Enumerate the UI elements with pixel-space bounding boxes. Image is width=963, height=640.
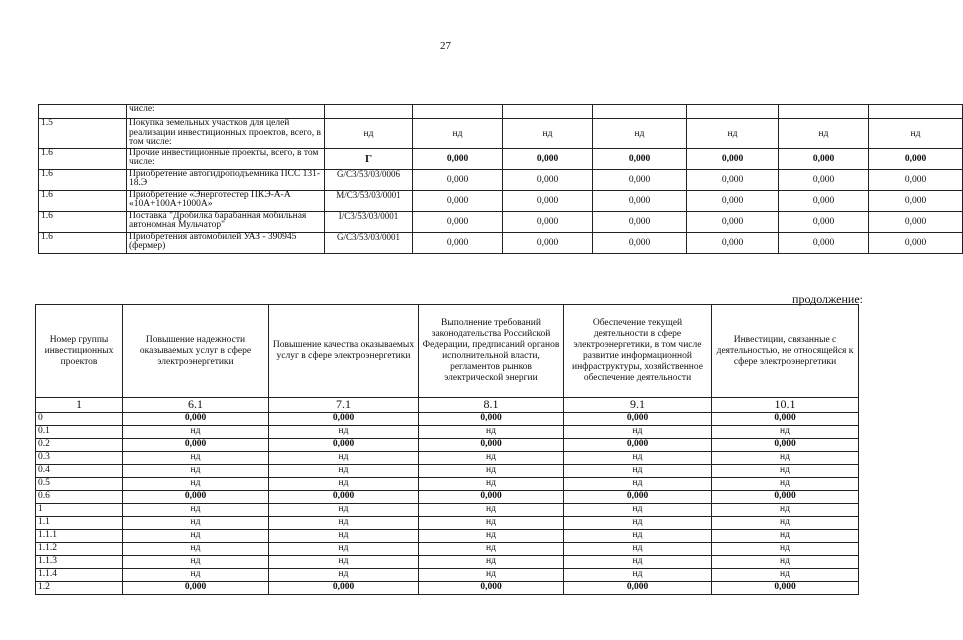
group-number: 1.1: [36, 517, 123, 530]
value-cell: 0,000: [269, 439, 419, 452]
value-cell: 0,000: [419, 413, 564, 426]
bottom-table-row: [36, 530, 859, 543]
group-number: 0: [36, 413, 123, 426]
bottom-table-row: [36, 569, 859, 582]
column-number: 10.1: [712, 398, 859, 413]
value-cell: 0,000: [687, 148, 779, 169]
value-cell: 0,000: [564, 413, 712, 426]
group-number: 0.4: [36, 465, 123, 478]
group-number: 1.1.3: [36, 556, 123, 569]
group-number: 0.3: [36, 452, 123, 465]
value-cell: 0,000: [564, 582, 712, 595]
value-cell: 0,000: [503, 211, 593, 232]
value-cell: 0,000: [593, 169, 687, 190]
value-cell: нд: [123, 426, 269, 439]
value-cell: 0,000: [712, 439, 859, 452]
value-cell: нд: [269, 452, 419, 465]
row-number: [39, 105, 127, 119]
top-table-row: [39, 232, 963, 253]
value-cell: нд: [419, 517, 564, 530]
value-cell: [413, 105, 503, 119]
value-cell: нд: [269, 530, 419, 543]
row-number: 1.5: [39, 119, 127, 149]
value-cell: нд: [564, 426, 712, 439]
header-row: [36, 305, 859, 398]
value-cell: 0,000: [269, 491, 419, 504]
header-cell-legislation: Выполнение требований законодательства Российской Федерации, предписаний органов исполнительной власти, регламентов рынков электрической энергии: [419, 305, 564, 398]
value-cell: нд: [419, 452, 564, 465]
value-cell: нд: [123, 556, 269, 569]
value-cell: 0,000: [593, 148, 687, 169]
value-cell: 0,000: [687, 232, 779, 253]
value-cell: нд: [712, 426, 859, 439]
value-cell: нд: [503, 119, 593, 149]
value-cell: 0,000: [413, 148, 503, 169]
value-cell: 0,000: [869, 169, 963, 190]
value-cell: нд: [564, 452, 712, 465]
value-cell: нд: [564, 465, 712, 478]
value-cell: нд: [564, 504, 712, 517]
value-cell: нд: [269, 556, 419, 569]
group-number: 0.1: [36, 426, 123, 439]
header-cell-quality: Повышение качества оказываемых услуг в сфере электроэнергетики: [269, 305, 419, 398]
bottom-table-row: [36, 413, 859, 426]
value-cell: [687, 105, 779, 119]
project-code: I/C3/53/03/0001: [325, 211, 413, 232]
value-cell: нд: [123, 530, 269, 543]
bottom-table-row: [36, 556, 859, 569]
value-cell: 0,000: [413, 232, 503, 253]
column-number-row: [36, 398, 859, 413]
group-number: 0.5: [36, 478, 123, 491]
project-name: Прочие инвестиционные проекты, всего, в том числе:: [127, 148, 325, 169]
value-cell: нд: [712, 569, 859, 582]
bottom-table-row: [36, 452, 859, 465]
project-code: G/C3/53/03/0006: [325, 169, 413, 190]
group-number: 0.6: [36, 491, 123, 504]
project-code: нд: [325, 119, 413, 149]
top-table-row: [39, 105, 963, 119]
bottom-table-row: [36, 465, 859, 478]
value-cell: нд: [712, 478, 859, 491]
value-cell: нд: [123, 478, 269, 491]
value-cell: 0,000: [869, 232, 963, 253]
value-cell: нд: [269, 517, 419, 530]
value-cell: 0,000: [869, 148, 963, 169]
value-cell: 0,000: [564, 439, 712, 452]
value-cell: 0,000: [503, 232, 593, 253]
value-cell: 0,000: [419, 491, 564, 504]
value-cell: нд: [269, 426, 419, 439]
value-cell: нд: [712, 452, 859, 465]
row-number: 1.6: [39, 232, 127, 253]
group-number: 1.1.1: [36, 530, 123, 543]
value-cell: 0,000: [564, 491, 712, 504]
project-code: G/C3/53/03/0001: [325, 232, 413, 253]
bottom-table-row: [36, 491, 859, 504]
value-cell: нд: [269, 478, 419, 491]
column-number: 9.1: [564, 398, 712, 413]
bottom-table-row: [36, 439, 859, 452]
value-cell: нд: [269, 465, 419, 478]
value-cell: [779, 105, 869, 119]
value-cell: 0,000: [779, 169, 869, 190]
value-cell: нд: [419, 504, 564, 517]
group-number: 1: [36, 504, 123, 517]
header-cell-current-activity: Обеспечение текущей деятельности в сфере электроэнергетики, в том числе развитие информационной инфраструктуры, хозяйственное обеспечение деятельности: [564, 305, 712, 398]
value-cell: 0,000: [779, 190, 869, 211]
value-cell: 0,000: [593, 190, 687, 211]
group-number: 0.2: [36, 439, 123, 452]
value-cell: нд: [564, 530, 712, 543]
value-cell: нд: [419, 478, 564, 491]
value-cell: 0,000: [503, 148, 593, 169]
value-cell: 0,000: [687, 169, 779, 190]
value-cell: 0,000: [779, 232, 869, 253]
value-cell: нд: [712, 543, 859, 556]
project-code: M/C3/53/03/0001: [325, 190, 413, 211]
value-cell: нд: [564, 569, 712, 582]
value-cell: нд: [123, 543, 269, 556]
header-cell-other-investments: Инвестиции, связанные с деятельностью, не относящейся к сфере электроэнергетики: [712, 305, 859, 398]
value-cell: нд: [269, 569, 419, 582]
value-cell: нд: [712, 530, 859, 543]
bottom-table-row: [36, 543, 859, 556]
value-cell: 0,000: [123, 413, 269, 426]
value-cell: нд: [564, 517, 712, 530]
value-cell: нд: [419, 465, 564, 478]
value-cell: нд: [123, 517, 269, 530]
column-number: 1: [36, 398, 123, 413]
value-cell: 0,000: [123, 582, 269, 595]
value-cell: [593, 105, 687, 119]
group-number: 1.1.2: [36, 543, 123, 556]
column-number: 6.1: [123, 398, 269, 413]
value-cell: нд: [779, 119, 869, 149]
bottom-table-row: [36, 478, 859, 491]
bottom-table-row: [36, 517, 859, 530]
group-number: 1.1.4: [36, 569, 123, 582]
value-cell: нд: [419, 530, 564, 543]
bottom-table-row: [36, 504, 859, 517]
row-number: 1.6: [39, 211, 127, 232]
value-cell: нд: [123, 465, 269, 478]
value-cell: 0,000: [413, 169, 503, 190]
value-cell: 0,000: [503, 190, 593, 211]
value-cell: нд: [419, 556, 564, 569]
value-cell: 0,000: [419, 439, 564, 452]
value-cell: 0,000: [712, 582, 859, 595]
value-cell: нд: [269, 543, 419, 556]
value-cell: 0,000: [503, 169, 593, 190]
value-cell: 0,000: [269, 582, 419, 595]
value-cell: 0,000: [712, 413, 859, 426]
project-name: числе:: [127, 105, 325, 119]
value-cell: нд: [269, 504, 419, 517]
value-cell: [869, 105, 963, 119]
project-code: Г: [325, 148, 413, 169]
value-cell: 0,000: [869, 211, 963, 232]
value-cell: нд: [123, 504, 269, 517]
value-cell: 0,000: [123, 491, 269, 504]
top-table-row: [39, 148, 963, 169]
value-cell: 0,000: [419, 582, 564, 595]
value-cell: нд: [564, 556, 712, 569]
value-cell: нд: [869, 119, 963, 149]
value-cell: нд: [564, 543, 712, 556]
page-number: 27: [440, 40, 451, 52]
top-table-row: [39, 190, 963, 211]
row-number: 1.6: [39, 169, 127, 190]
top-table-row: [39, 119, 963, 149]
project-name: Покупка земельных участков для целей реализации инвестиционных проектов, всего, в том числе:: [127, 119, 325, 149]
value-cell: нд: [413, 119, 503, 149]
group-number: 1.2: [36, 582, 123, 595]
value-cell: нд: [123, 569, 269, 582]
bottom-table: [35, 304, 859, 595]
value-cell: нд: [419, 569, 564, 582]
project-name: Приобретение автогидроподъемника ПСС 131-18.Э: [127, 169, 325, 190]
value-cell: 0,000: [712, 491, 859, 504]
value-cell: 0,000: [779, 148, 869, 169]
bottom-table-row: [36, 426, 859, 439]
value-cell: 0,000: [869, 190, 963, 211]
value-cell: нд: [712, 556, 859, 569]
value-cell: нд: [564, 478, 712, 491]
column-number: 7.1: [269, 398, 419, 413]
value-cell: 0,000: [779, 211, 869, 232]
row-number: 1.6: [39, 148, 127, 169]
value-cell: нд: [712, 465, 859, 478]
value-cell: нд: [419, 543, 564, 556]
top-table-row: [39, 211, 963, 232]
top-table-row: [39, 169, 963, 190]
header-cell-group: Номер группы инвестиционных проектов: [36, 305, 123, 398]
value-cell: нд: [712, 517, 859, 530]
project-name: Поставка "Дробилка барабанная мобильная автономная Мульчатор": [127, 211, 325, 232]
value-cell: нд: [123, 452, 269, 465]
column-number: 8.1: [419, 398, 564, 413]
value-cell: нд: [687, 119, 779, 149]
project-name: Приобретение «Энерготестер ПКЭ-А-А «10А+100А+1000А»: [127, 190, 325, 211]
bottom-table-row: [36, 582, 859, 595]
value-cell: 0,000: [593, 211, 687, 232]
value-cell: нд: [419, 426, 564, 439]
project-name: Приобретения автомобилей УАЗ - 390945 (фермер): [127, 232, 325, 253]
value-cell: 0,000: [413, 190, 503, 211]
value-cell: 0,000: [123, 439, 269, 452]
value-cell: нд: [593, 119, 687, 149]
header-cell-reliability: Повышение надежности оказываемых услуг в сфере электроэнергетики: [123, 305, 269, 398]
value-cell: 0,000: [269, 413, 419, 426]
value-cell: 0,000: [687, 211, 779, 232]
project-code: [325, 105, 413, 119]
value-cell: 0,000: [687, 190, 779, 211]
value-cell: нд: [712, 504, 859, 517]
top-table: [38, 104, 963, 254]
value-cell: 0,000: [413, 211, 503, 232]
value-cell: [503, 105, 593, 119]
continuation-label: продолжение:: [792, 292, 863, 306]
value-cell: 0,000: [593, 232, 687, 253]
row-number: 1.6: [39, 190, 127, 211]
